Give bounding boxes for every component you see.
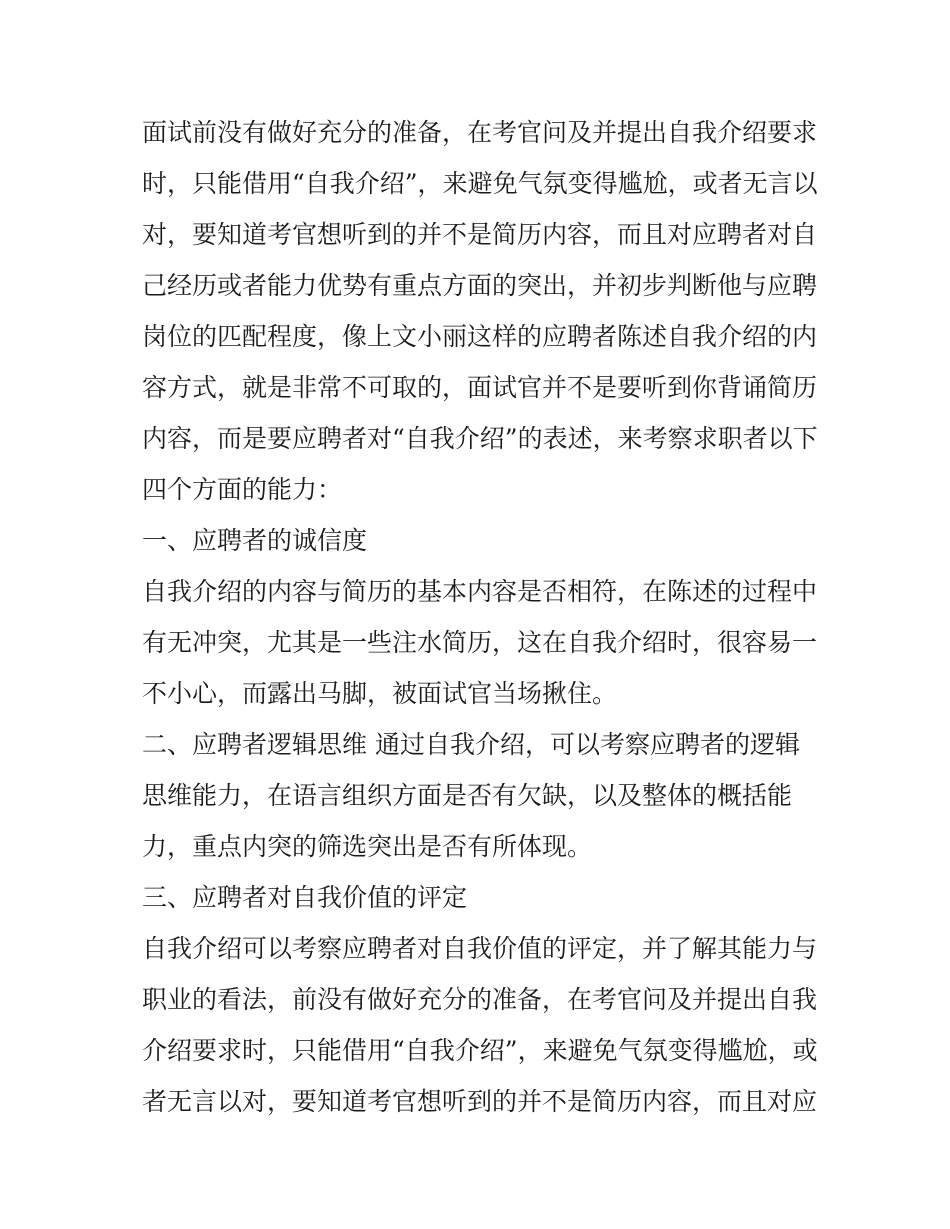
text-line: 己经历或者能力优势有重点方面的突出，并初步判断他与应聘 <box>142 271 818 300</box>
section-heading: 一、应聘者的诚信度 <box>142 526 368 555</box>
text-line: 职业的看法，前没有做好充分的准备，在考官问及并提出自我 <box>142 985 818 1014</box>
document-body <box>142 107 822 1127</box>
text-line: 容方式，就是非常不可取的，面试官并不是要听到你背诵简历 <box>142 373 818 402</box>
section-heading: 三、应聘者对自我价值的评定 <box>142 883 468 912</box>
text-line: 者无言以对，要知道考官想听到的并不是简历内容，而且对应 <box>142 1087 818 1116</box>
text-line: 内容，而是要应聘者对“自我介绍”的表述，来考察求职者以下 <box>142 424 818 453</box>
text-line: 四个方面的能力： <box>142 475 343 504</box>
text-line: 自我介绍可以考察应聘者对自我价值的评定，并了解其能力与 <box>142 934 818 963</box>
text-line: 力，重点内突的筛选突出是否有所体现。 <box>142 832 593 861</box>
text-line: 面试前没有做好充分的准备，在考官问及并提出自我介绍要求 <box>142 118 818 147</box>
text-line: 不小心，而露出马脚，被面试官当场揪住。 <box>142 679 618 708</box>
text-line: 有无冲突，尤其是一些注水简历，这在自我介绍时，很容易一 <box>142 628 818 657</box>
section-heading: 二、应聘者逻辑思维 通过自我介绍，可以考察应聘者的逻辑 <box>142 730 800 759</box>
text-line: 岗位的匹配程度，像上文小丽这样的应聘者陈述自我介绍的内 <box>142 322 818 351</box>
text-line: 介绍要求时，只能借用“自我介绍”，来避免气氛变得尴尬，或 <box>142 1036 818 1065</box>
text-line: 自我介绍的内容与简历的基本内容是否相符，在陈述的过程中 <box>142 577 818 606</box>
text-line: 对，要知道考官想听到的并不是简历内容，而且对应聘者对自 <box>142 220 818 249</box>
text-line: 时，只能借用“自我介绍”，来避免气氛变得尴尬，或者无言以 <box>142 169 818 198</box>
text-line: 思维能力，在语言组织方面是否有欠缺，以及整体的概括能 <box>142 781 793 810</box>
